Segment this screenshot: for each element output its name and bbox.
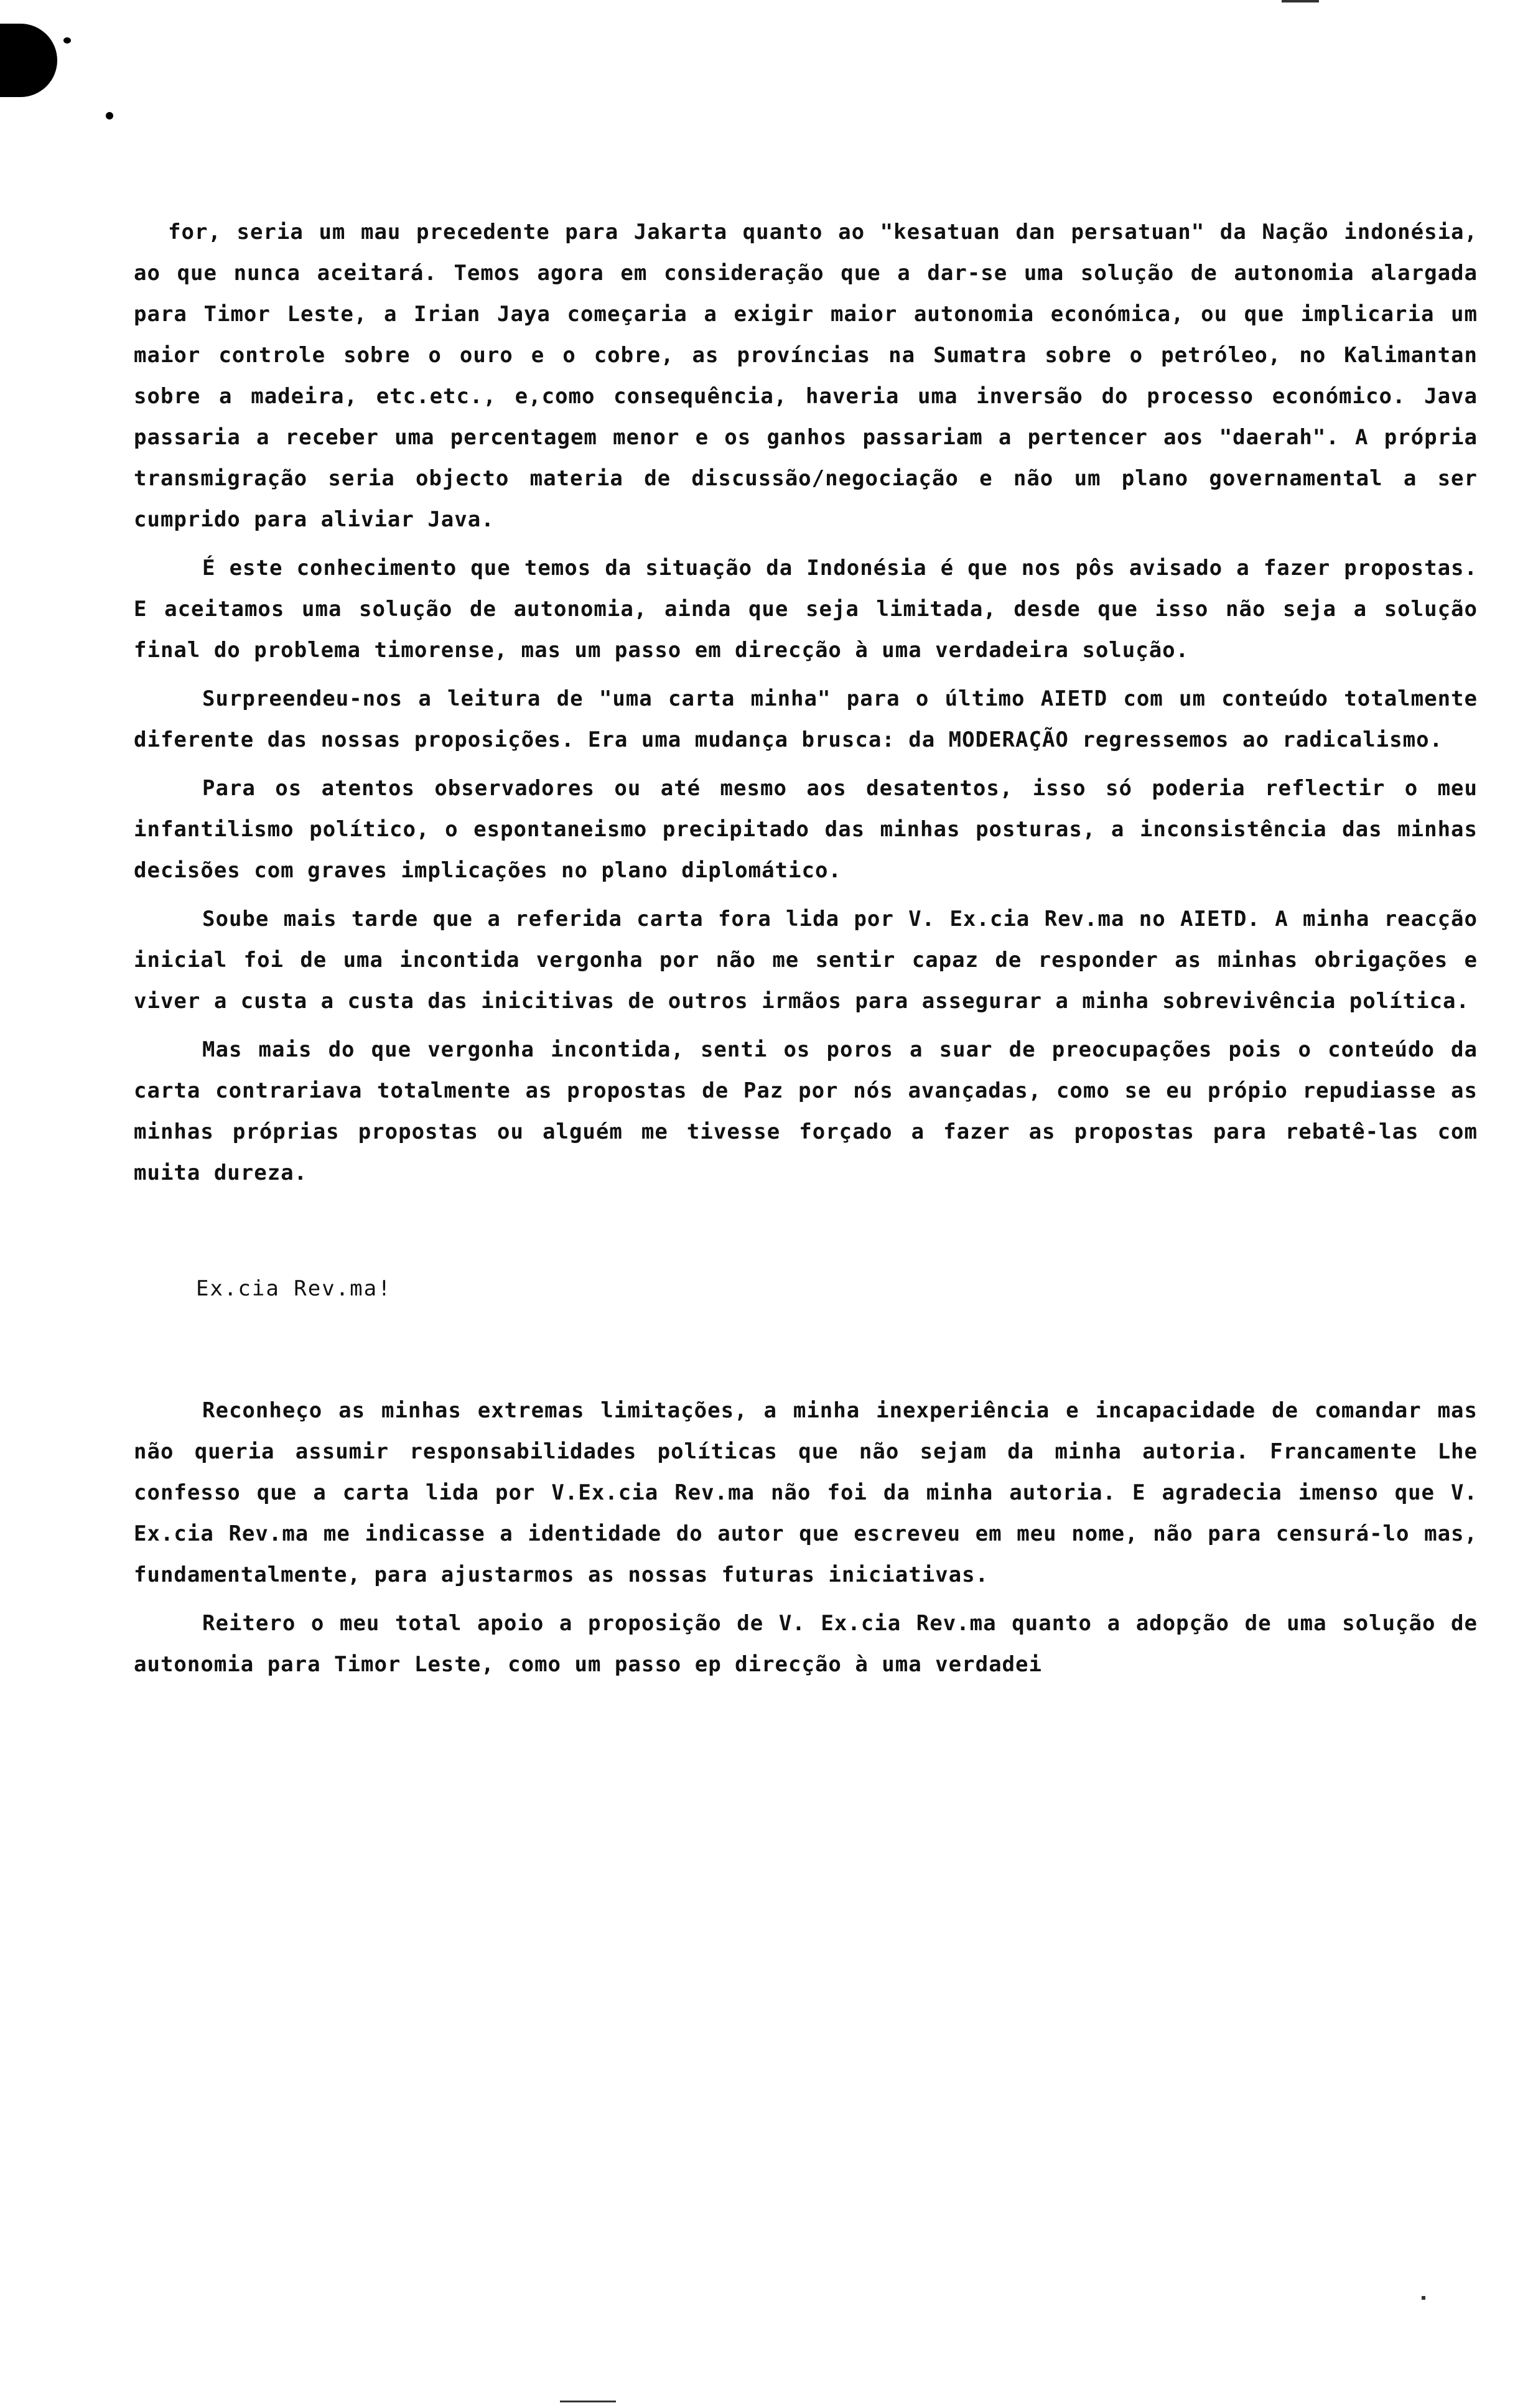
- body-paragraph: É este conhecimento que temos da situação da Indonésia é que nos pôs avisado a fazer propostas. E aceitamos uma solução de autonomia, ainda que seja limitada, desde que isso não seja a solução final do problema timorense, mas um passo em direcção à uma verdadeira solução.: [134, 556, 1478, 663]
- body-paragraph: Mas mais do que vergonha incontida, senti os poros a suar de preocupações pois o conteúdo da carta contrariava totalmente as propostas de Paz por nós avançadas, como se eu própio repudiasse as minhas próprias propostas ou alguém me tivesse forçado a fazer as propostas para rebatê-las com muita dureza.: [134, 1037, 1478, 1185]
- scan-speck: [63, 37, 71, 44]
- body-paragraph: Reitero o meu total apoio a proposição de V. Ex.cia Rev.ma quanto a adopção de uma solução de autonomia para Timor Leste, como um passo ep direcção à uma verdadei: [134, 1611, 1478, 1677]
- scan-speck: [1282, 0, 1319, 2]
- scan-speck: [1422, 2296, 1425, 2300]
- salutation: Ex.cia Rev.ma!: [196, 1276, 392, 1301]
- body-paragraph: for, seria um mau precedente para Jakarta quanto ao "kesatuan dan persatuan" da Nação indonésia, ao que nunca aceitará. Temos agora em consideração que a dar-se uma solução de autonomia alargada para Timor Leste, a Irian Jaya começaria a exigir maior autonomia económica, ou que implicaria um maior controle sobre o ouro e o cobre, as províncias na Sumatra sobre o petróleo, no Kalimantan sobre a madeira, etc.etc., e,como consequência, haveria uma inversão do processo económico. Java passaria a receber uma percentagem menor e os ganhos passariam a pertencer aos "daerah". A própria transmigração seria objecto materia de discussão/negociação e não um plano governamental a ser cumprido para aliviar Java.: [134, 220, 1478, 532]
- body-paragraph: Para os atentos observadores ou até mesmo aos desatentos, isso só poderia reflectir o meu infantilismo político, o espontaneismo precipitado das minhas posturas, a inconsistência das minhas decisões com graves implicações no plano diplomático.: [134, 776, 1478, 883]
- letter-body: [134, 212, 1478, 1692]
- binder-hole-mark: [0, 24, 57, 97]
- body-paragraph: Surpreendeu-nos a leitura de "uma carta minha" para o último AIETD com um conteúdo totalmente diferente das nossas proposições. Era uma mudança brusca: da MODERAÇÃO regressemos ao radicalismo.: [134, 686, 1478, 752]
- scan-speck: [106, 112, 113, 119]
- body-paragraph: Reconheço as minhas extremas limitações, a minha inexperiência e incapacidade de comandar mas não queria assumir responsabilidades políticas que não sejam da minha autoria. Francamente Lhe confesso que a carta lida por V.Ex.cia Rev.ma não foi da minha autoria. E agradecia imenso que V. Ex.cia Rev.ma me indicasse a identidade do autor que escreveu em meu nome, não para censurá-lo mas, fundamentalmente, para ajustarmos as nossas futuras iniciativas.: [134, 1398, 1478, 1587]
- body-paragraph: Soube mais tarde que a referida carta fora lida por V. Ex.cia Rev.ma no AIETD. A minha reacção inicial foi de uma incontida vergonha por não me sentir capaz de responder as minhas obrigações e viver a custa a custa das inicitivas de outros irmãos para assegurar a minha sobrevivência política.: [134, 907, 1478, 1014]
- scan-speck: [560, 2401, 616, 2402]
